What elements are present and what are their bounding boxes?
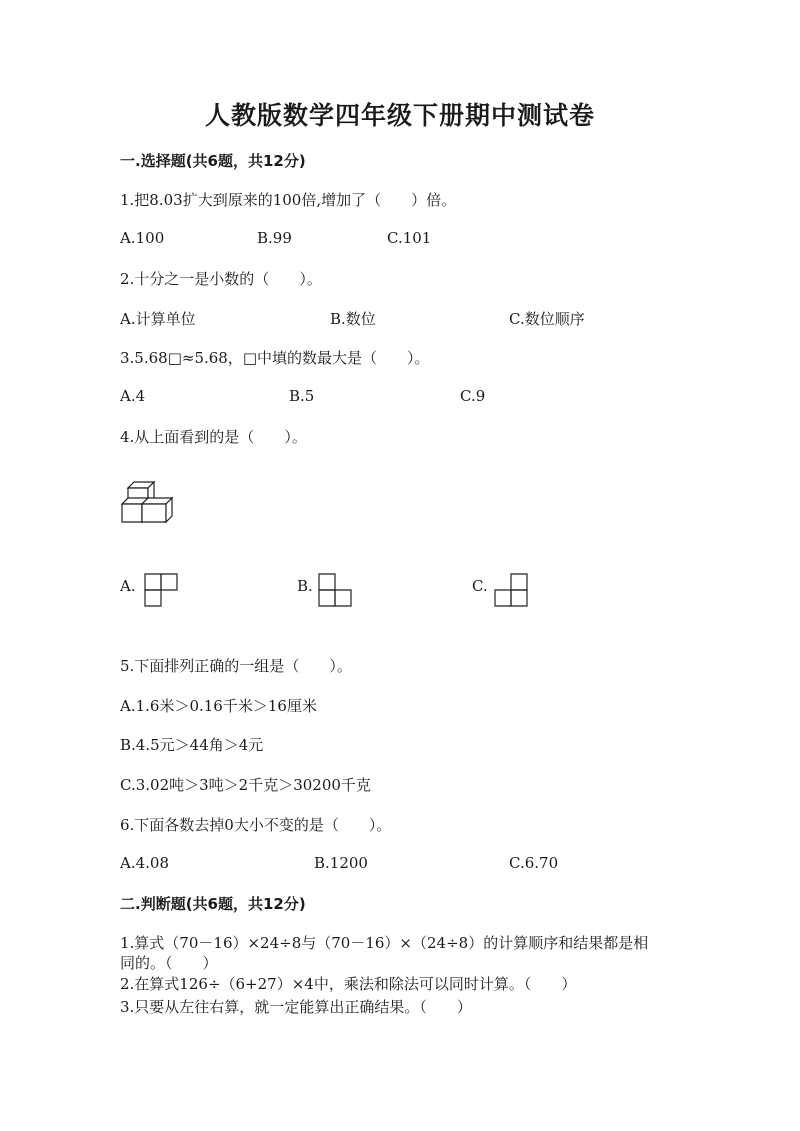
question-1-stem: 1.把8.03扩大到原来的100倍,增加了（ ）倍。 — [120, 191, 457, 209]
question-3-option-b[interactable]: B.5 — [289, 387, 315, 405]
top-view-shape-c[interactable] — [494, 573, 528, 607]
page-title: 人教版数学四年级下册期中测试卷 — [204, 101, 595, 130]
question-5-option-c[interactable]: C.3.02吨＞3吨＞2千克＞30200千克 — [120, 776, 371, 794]
question-6-stem: 6.下面各数去掉0大小不变的是（ ）。 — [120, 816, 392, 834]
judgement-1-stem-line2: 同的。（ ） — [120, 954, 218, 972]
question-2-option-b[interactable]: B.数位 — [330, 310, 376, 328]
section-heading-choice: 一.选择题(共6题，共12分) — [120, 152, 306, 170]
top-view-shape-b[interactable] — [318, 573, 352, 607]
question-2-stem: 2.十分之一是小数的（ ）。 — [120, 270, 322, 288]
judgement-3-stem: 3.只要从左往右算，就一定能算出正确结果。（ ） — [120, 998, 472, 1016]
section-heading-judgement: 二.判断题(共6题，共12分) — [120, 895, 306, 913]
question-2-option-c[interactable]: C.数位顺序 — [509, 310, 585, 328]
question-3-option-a[interactable]: A.4 — [120, 387, 146, 405]
question-5-stem: 5.下面排列正确的一组是（ ）。 — [120, 657, 352, 675]
question-3-stem: 3.5.68□≈5.68，□中填的数最大是（ ）。 — [120, 349, 430, 367]
question-1-option-a[interactable]: A.100 — [120, 229, 165, 247]
cube-stack-figure — [118, 476, 184, 528]
question-1-option-c[interactable]: C.101 — [387, 229, 432, 247]
question-5-option-a[interactable]: A.1.6米＞0.16千米＞16厘米 — [120, 697, 317, 715]
top-view-shape-a[interactable] — [144, 573, 178, 607]
question-6-option-a[interactable]: A.4.08 — [120, 854, 169, 872]
question-4-option-a[interactable]: A. — [120, 577, 136, 595]
question-2-option-a[interactable]: A.计算单位 — [120, 310, 196, 328]
question-5-option-b[interactable]: B.4.5元＞44角＞4元 — [120, 736, 264, 754]
question-6-option-b[interactable]: B.1200 — [314, 854, 368, 872]
question-6-option-c[interactable]: C.6.70 — [509, 854, 559, 872]
question-3-option-c[interactable]: C.9 — [460, 387, 486, 405]
judgement-1-stem-line1: 1.算式（70－16）×24÷8与（70－16）×（24÷8）的计算顺序和结果都是相 — [120, 934, 649, 952]
question-4-option-c[interactable]: C. — [472, 577, 488, 595]
question-4-option-b[interactable]: B. — [297, 577, 313, 595]
question-4-stem: 4.从上面看到的是（ ）。 — [120, 428, 307, 446]
judgement-2-stem: 2.在算式126÷（6+27）×4中，乘法和除法可以同时计算。（ ） — [120, 975, 577, 993]
question-1-option-b[interactable]: B.99 — [257, 229, 292, 247]
